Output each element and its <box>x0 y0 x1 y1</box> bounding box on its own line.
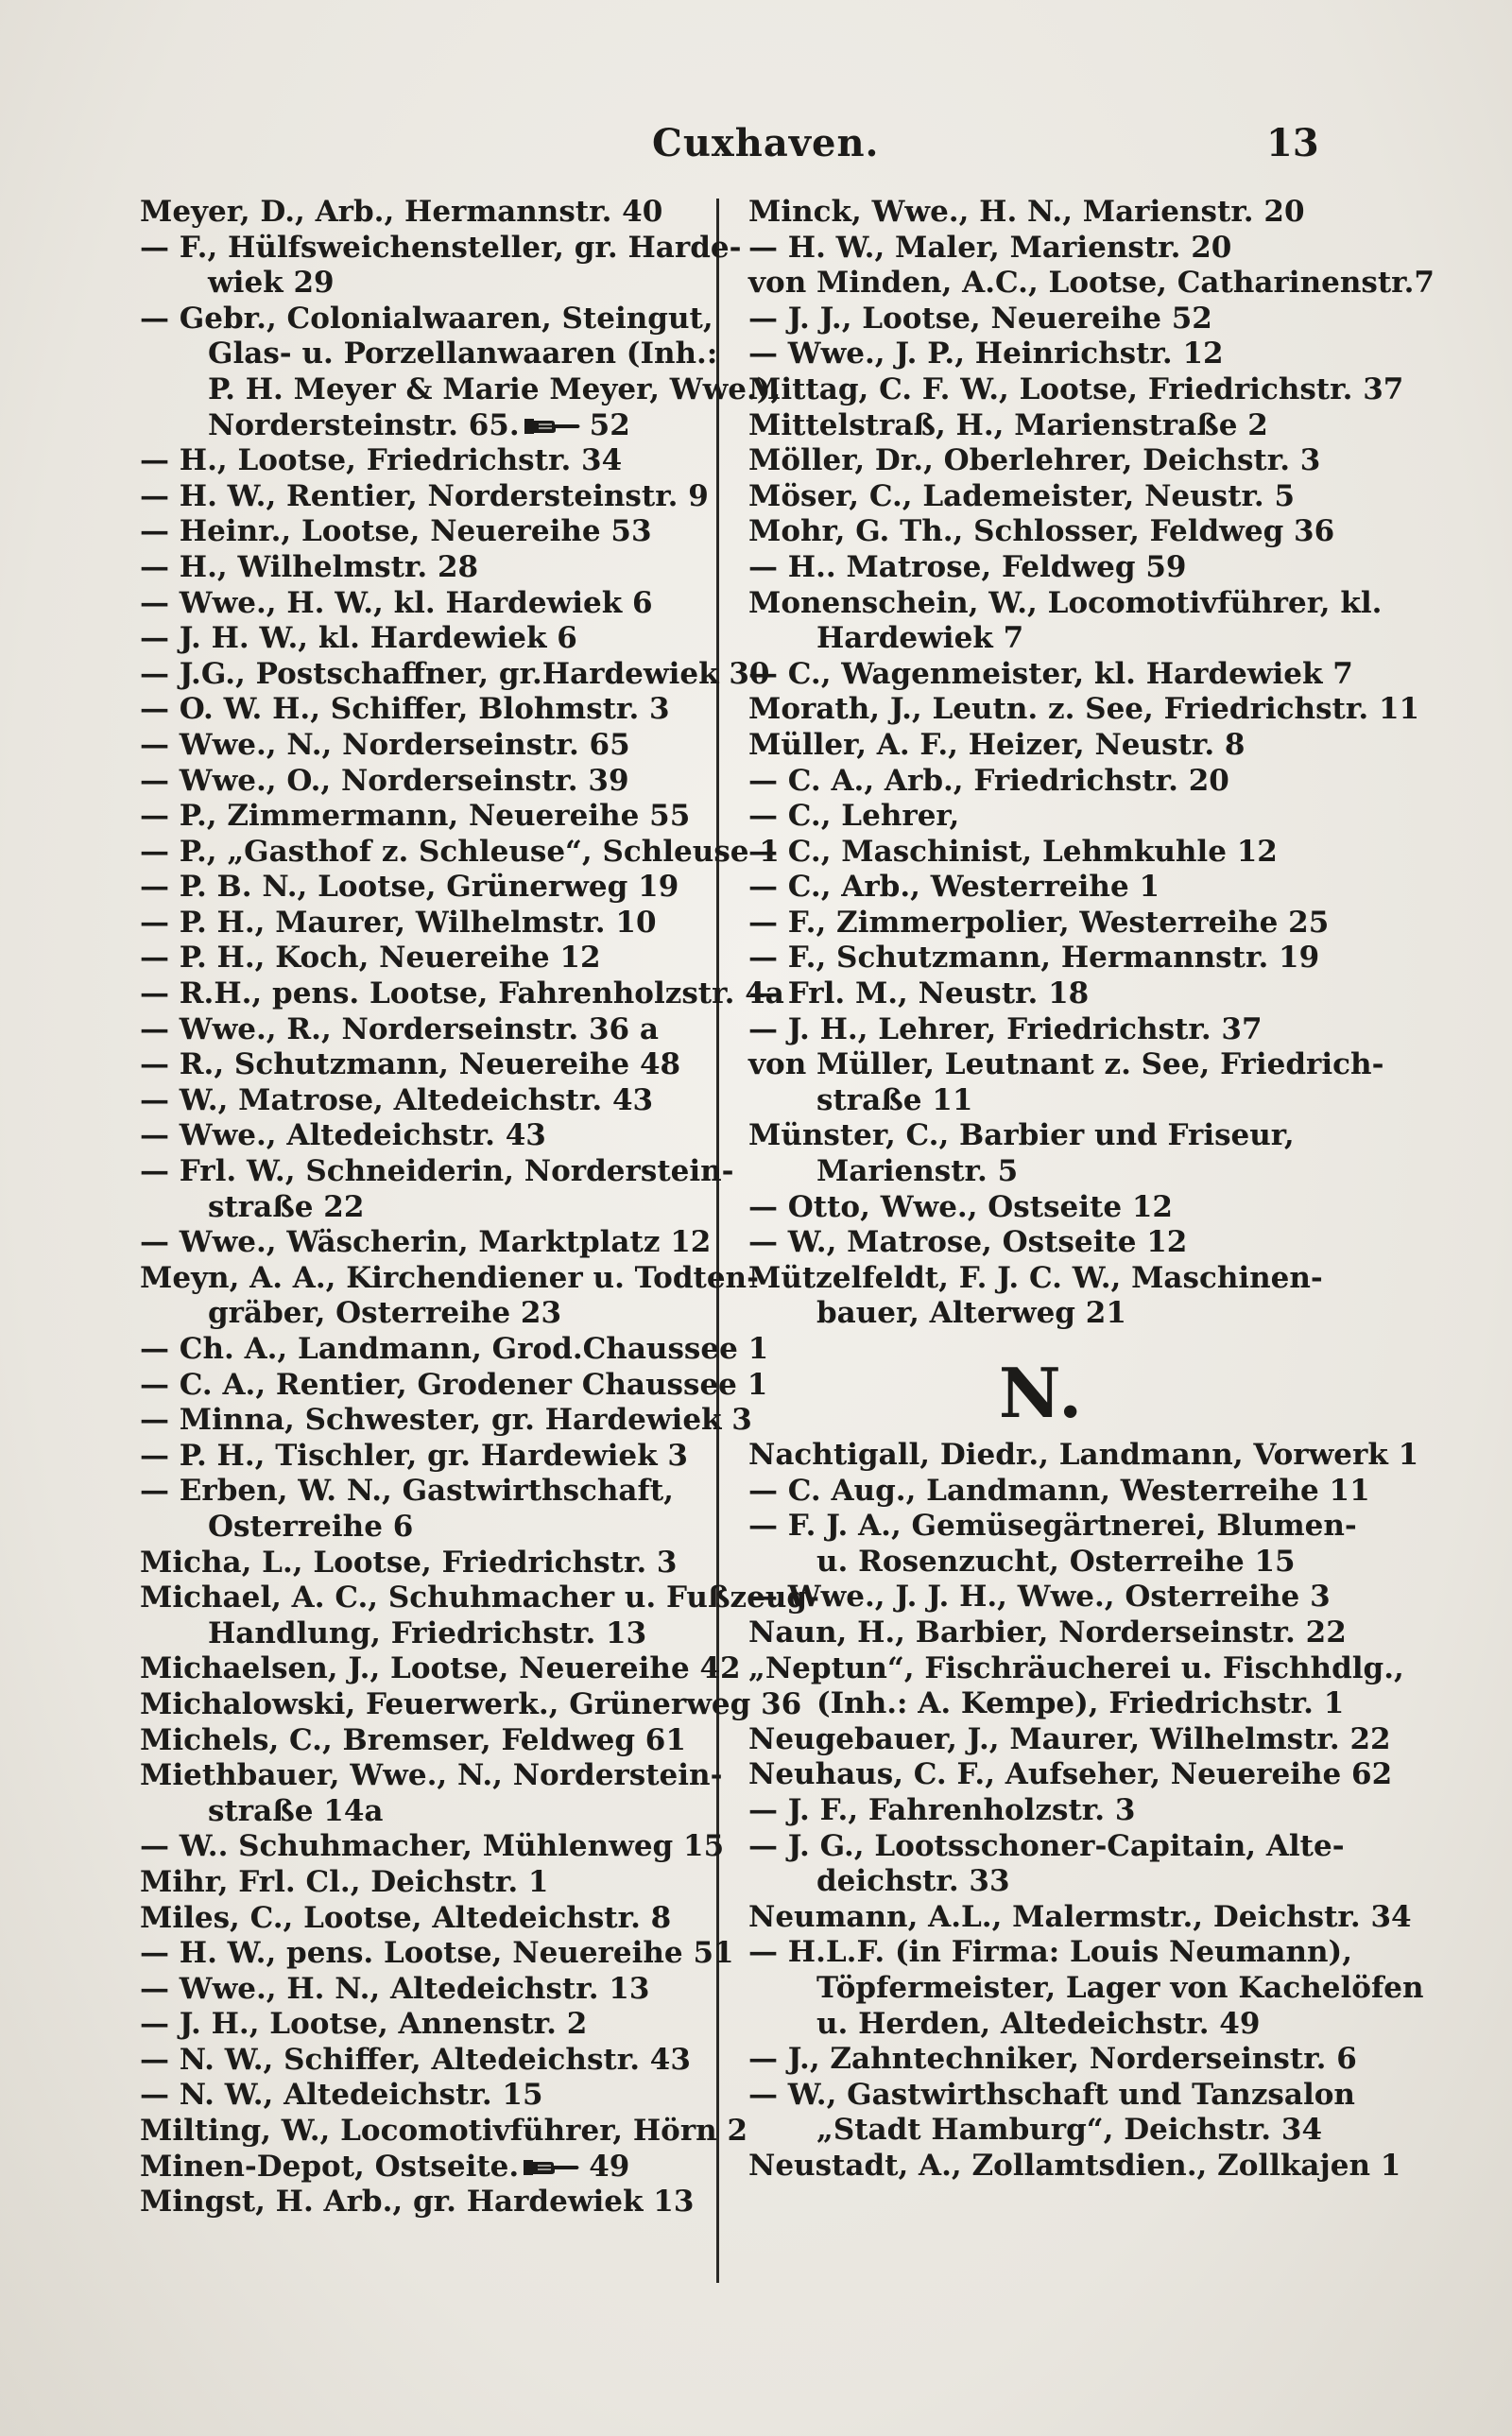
left-directory-entry-line <box>140 1936 734 1972</box>
left-directory-entry-line <box>140 1047 726 1083</box>
right-directory-entry-line <box>748 585 1383 622</box>
entry-text: — J.G., Postschaffner, gr.Hardewiek 30 <box>140 656 770 691</box>
entry-text: Miles, C., Lootse, Altedeichstr. 8 <box>140 1900 672 1935</box>
right-directory-entry-line <box>748 1793 1334 1829</box>
entry-text: Mützelfeldt, F. J. C. W., Maschinen- <box>748 1260 1323 1295</box>
entry-text: — N. W., Altedeichstr. 15 <box>140 2078 543 2113</box>
entry-text: — C., Lehrer, <box>748 799 960 834</box>
left-directory-entry-line <box>140 1794 726 1830</box>
entry-text: deichstr. 33 <box>816 1864 1010 1899</box>
right-directory-entry-line <box>748 1438 1419 1474</box>
entry-text: — P. H., Maurer, Wilhelmstr. 10 <box>140 905 657 940</box>
right-directory-entry-line <box>748 621 1334 657</box>
left-directory-entry-line <box>140 1651 741 1687</box>
entry-text: Handlung, Friedrichstr. 13 <box>208 1615 647 1650</box>
entry-text: von Müller, Leutnant z. See, Friedrich- <box>748 1047 1384 1082</box>
left-directory-entry-line <box>140 764 726 800</box>
entry-text: — F., Schutzmann, Hermannstr. 19 <box>748 941 1320 976</box>
entry-text: — Gebr., Colonialwaaren, Steingut, <box>140 301 713 336</box>
entry-text: — Wwe., J. J. H., Wwe., Osterreihe 3 <box>748 1580 1331 1615</box>
left-directory-entry-line <box>140 1865 726 1901</box>
right-directory-entry-line <box>748 870 1334 906</box>
entry-text: (Inh.: A. Kempe), Friedrichstr. 1 <box>816 1686 1345 1721</box>
right-directory-entry-line <box>748 1580 1334 1615</box>
right-directory-entry-line <box>748 1190 1334 1226</box>
entry-text: straße 22 <box>208 1189 365 1224</box>
right-directory-entry-line <box>748 2113 1334 2149</box>
entry-text: Mittelstraß, H., Marienstraße 2 <box>748 407 1268 442</box>
entry-text: — Otto, Wwe., Ostseite 12 <box>748 1189 1174 1224</box>
right-directory-entry-line <box>748 2007 1334 2043</box>
entry-text: — H. W., pens. Lootse, Neuereihe 51 <box>140 1936 734 1971</box>
left-directory-entry-line <box>140 1260 759 1297</box>
entry-text: straße 14a <box>208 1793 384 1828</box>
entry-text: — J., Zahntechniker, Norderseinstr. 6 <box>748 2042 1357 2077</box>
entry-text: Neumann, A.L., Malermstr., Deichstr. 34 <box>748 1899 1412 1934</box>
left-directory-entry-line <box>140 656 770 693</box>
entry-text: — P. H., Koch, Neuereihe 12 <box>140 941 601 976</box>
entry-text: Mingst, H. Arb., gr. Hardewiek 13 <box>140 2185 695 2220</box>
entry-text: — H. W., Rentier, Nordersteinstr. 9 <box>140 478 709 513</box>
left-directory-entry-line <box>140 2185 726 2220</box>
left-column <box>140 195 819 2220</box>
left-directory-entry-line <box>140 976 784 1012</box>
entry-text: Naun, H., Barbier, Norderseinstr. 22 <box>748 1615 1347 1650</box>
entry-text: — Minna, Schwester, gr. Hardewiek 3 <box>140 1403 752 1438</box>
entry-text: — R.H., pens. Lootse, Fahrenholzstr. 4a <box>140 976 784 1011</box>
right-directory-entry-line <box>748 1225 1334 1261</box>
entry-text: — Wwe., N., Norderseinstr. 65 <box>140 727 630 762</box>
right-directory-entry-line <box>748 195 1334 231</box>
left-directory-entry-line <box>140 302 726 337</box>
entry-text: Michael, A. C., Schuhmacher u. Fußzeug- <box>140 1581 819 1615</box>
entry-text: — Wwe., R., Norderseinstr. 36 a <box>140 1011 659 1046</box>
entry-text: Monenschein, W., Locomotivführer, kl. <box>748 585 1383 620</box>
entry-text: — W.. Schuhmacher, Mühlenweg 15 <box>140 1829 725 1864</box>
right-directory-entry-line <box>748 906 1334 942</box>
entry-telephone-number: 49 <box>589 2149 630 2184</box>
entry-text: Nachtigall, Diedr., Landmann, Vorwerk 1 <box>748 1438 1419 1472</box>
entry-text: P. H. Meyer & Marie Meyer, Wwe.), <box>208 371 782 406</box>
right-column <box>748 195 1435 2184</box>
entry-text: — O. W. H., Schiffer, Blohmstr. 3 <box>140 692 670 727</box>
left-directory-entry-line <box>140 479 726 515</box>
entry-text: — C., Wagenmeister, kl. Hardewiek 7 <box>748 656 1353 691</box>
entry-text: — Ch. A., Landmann, Grod.Chaussee 1 <box>140 1332 769 1366</box>
left-directory-entry-line <box>140 230 742 267</box>
left-directory-entry-line <box>140 1758 726 1794</box>
entry-text: Möser, C., Lademeister, Neustr. 5 <box>748 478 1296 513</box>
entry-text: Neugebauer, J., Maurer, Wilhelmstr. 22 <box>748 1721 1391 1756</box>
right-directory-entry-line <box>748 2077 1355 2114</box>
right-directory-entry-line <box>748 976 1334 1012</box>
right-directory-entry-line <box>748 692 1420 728</box>
left-directory-entry-line <box>140 2114 748 2150</box>
left-directory-entry-line <box>140 941 726 976</box>
entry-text: Osterreihe 6 <box>208 1509 414 1544</box>
left-directory-entry-line <box>140 371 782 408</box>
entry-text: Nordersteinstr. 65. <box>208 407 520 442</box>
entry-text: — Frl. M., Neustr. 18 <box>748 976 1090 1011</box>
page-title: Cuxhaven. <box>652 121 880 165</box>
right-directory-entry-line <box>748 2148 1401 2185</box>
left-directory-entry-line <box>140 1829 726 1865</box>
entry-telephone-number: 52 <box>589 407 630 442</box>
right-directory-entry-line <box>748 1261 1334 1297</box>
entry-text: Michaelsen, J., Lootse, Neuereihe 42 <box>140 1651 741 1686</box>
right-directory-entry-line <box>748 443 1334 479</box>
entry-text: — N. W., Schiffer, Altedeichstr. 43 <box>140 2042 691 2077</box>
pointing-hand-icon <box>524 416 582 437</box>
left-directory-entry-line <box>140 2007 726 2043</box>
left-directory-entry-line <box>140 1154 734 1190</box>
left-directory-entry-line <box>140 621 726 657</box>
entry-text: — Wwe., J. P., Heinrichstr. 12 <box>748 337 1224 371</box>
right-directory-entry-line <box>748 479 1334 515</box>
right-directory-entry-line <box>748 1118 1334 1154</box>
entry-text: wiek 29 <box>208 266 335 301</box>
left-directory-entry-line <box>140 1332 769 1368</box>
entry-text: — Frl. W., Schneiderin, Norderstein- <box>140 1154 734 1189</box>
entry-text: — Wwe., H. N., Altedeichstr. 13 <box>140 1971 650 2006</box>
left-directory-entry-line <box>140 514 726 550</box>
entry-text: — H.. Matrose, Feldweg 59 <box>748 549 1187 584</box>
right-directory-entry-line <box>748 1012 1334 1048</box>
left-directory-entry-line <box>140 1190 726 1226</box>
entry-text: — J. J., Lootse, Neuereihe 52 <box>748 301 1212 336</box>
entry-text: u. Rosenzucht, Osterreihe 15 <box>816 1544 1296 1579</box>
left-directory-entry-line <box>140 1225 726 1261</box>
entry-text: — H., Lootse, Friedrichstr. 34 <box>140 443 623 478</box>
left-directory-entry-line <box>140 728 726 764</box>
pointing-hand-icon <box>523 2157 581 2178</box>
entry-text: — H., Wilhelmstr. 28 <box>140 549 479 584</box>
entry-text: „Neptun“, Fischräucherei u. Fischhdlg., <box>748 1650 1404 1685</box>
right-directory-entry-line <box>748 941 1334 976</box>
right-directory-entry-line <box>748 1650 1404 1687</box>
entry-text: Neuhaus, C. F., Aufseher, Neuereihe 62 <box>748 1757 1393 1792</box>
entry-text: — J. F., Fahrenholzstr. 3 <box>748 1792 1136 1827</box>
left-directory-entry-line <box>140 195 726 231</box>
left-directory-entry-line <box>140 586 726 622</box>
left-directory-entry-line <box>140 906 726 942</box>
left-directory-entry-line <box>140 1723 726 1759</box>
entry-text: Michalowski, Feuerwerk., Grünerweg 36 <box>140 1686 802 1721</box>
right-directory-entry-line <box>748 799 1334 835</box>
left-directory-entry-line <box>140 1403 752 1439</box>
left-directory-entry-line <box>140 1901 726 1937</box>
right-directory-entry-line <box>748 728 1334 764</box>
entry-text: — W., Gastwirthschaft und Tanzsalon <box>748 2077 1355 2112</box>
entry-text: Milting, W., Locomotivführer, Hörn 2 <box>140 2114 748 2149</box>
entry-text: — H. W., Maler, Marienstr. 20 <box>748 230 1232 265</box>
entry-text: Micha, L., Lootse, Friedrichstr. 3 <box>140 1545 678 1580</box>
right-directory-entry-line <box>748 1083 1334 1119</box>
right-directory-entry-line <box>748 1935 1353 1971</box>
left-directory-entry-line <box>140 692 726 728</box>
right-directory-entry-line <box>748 1864 1334 1900</box>
right-directory-entry-line <box>748 764 1334 800</box>
left-directory-entry-line <box>140 1581 819 1616</box>
left-directory-entry-line <box>140 1439 726 1475</box>
left-directory-entry-line <box>140 1296 726 1332</box>
entry-text: Münster, C., Barbier und Friseur, <box>748 1118 1295 1153</box>
left-directory-entry-line <box>140 1546 726 1581</box>
right-directory-entry-line <box>748 835 1334 871</box>
right-directory-entry-line <box>748 1686 1345 1722</box>
entry-text: — Wwe., Wäscherin, Marktplatz 12 <box>140 1225 712 1260</box>
entry-text: Michels, C., Bremser, Feldweg 61 <box>140 1722 686 1757</box>
entry-text: Minen-Depot, Ostseite. <box>140 2149 520 2184</box>
entry-text: — C. A., Rentier, Grodener Chaussee 1 <box>140 1367 768 1402</box>
right-directory-entry-line <box>748 408 1334 444</box>
left-directory-entry-line <box>140 1972 726 2008</box>
entry-text: „Stadt Hamburg“, Deichstr. 34 <box>816 2113 1323 2148</box>
left-directory-entry-line <box>140 1616 726 1652</box>
left-directory-entry-line <box>140 834 780 871</box>
entry-text: Mohr, G. Th., Schlosser, Feldweg 36 <box>748 514 1335 549</box>
left-directory-entry-line <box>140 799 726 835</box>
entry-text: Meyer, D., Arb., Hermannstr. 40 <box>140 195 663 229</box>
right-directory-entry-line <box>748 371 1404 408</box>
entry-text: — F., Zimmerpolier, Westerreihe 25 <box>748 905 1330 940</box>
right-directory-entry-line <box>748 1545 1334 1581</box>
left-directory-entry-line <box>140 2043 726 2079</box>
right-directory-entry-line <box>748 2042 1357 2078</box>
right-directory-entry-line <box>748 1615 1347 1651</box>
right-directory-entry-line <box>748 514 1334 550</box>
left-directory-entry-line <box>140 1510 726 1546</box>
entry-text: — P. H., Tischler, gr. Hardewiek 3 <box>140 1438 688 1473</box>
left-directory-entry-line <box>140 337 726 372</box>
entry-text: — J. H., Lootse, Annenstr. 2 <box>140 2007 588 2042</box>
right-directory-entry-line <box>748 337 1334 372</box>
left-directory-entry-line <box>140 266 726 302</box>
entry-text: Neustadt, A., Zollamtsdien., Zollkajen 1 <box>748 2148 1401 2183</box>
entry-text: bauer, Alterweg 21 <box>816 1296 1126 1331</box>
entry-text: — C. Aug., Landmann, Westerreihe 11 <box>748 1473 1370 1508</box>
entry-text: straße 11 <box>816 1082 973 1117</box>
left-directory-entry-line <box>140 1012 726 1048</box>
right-directory-entry-line <box>748 1757 1393 1793</box>
right-directory-entry-line <box>748 231 1334 267</box>
entry-text: Marienstr. 5 <box>816 1154 1019 1189</box>
entry-text: — W., Matrose, Altedeichstr. 43 <box>140 1082 654 1117</box>
left-directory-entry-line <box>140 1474 726 1510</box>
entry-text: — R., Schutzmann, Neuereihe 48 <box>140 1047 681 1082</box>
right-directory-entry-line <box>748 1899 1412 1936</box>
entry-text: — J. G., Lootsschoner-Capitain, Alte- <box>748 1828 1345 1863</box>
entry-text: — F. J. A., Gemüsegärtnerei, Blumen- <box>748 1509 1357 1544</box>
entry-text: — C., Arb., Westerreihe 1 <box>748 870 1160 905</box>
entry-text: — Wwe., H. W., kl. Hardewiek 6 <box>140 585 653 620</box>
right-directory-entry-line <box>748 1154 1334 1190</box>
right-directory-entry-line <box>748 1509 1357 1545</box>
right-directory-entry-line <box>748 1721 1391 1758</box>
left-directory-entry-line <box>140 2078 726 2114</box>
left-directory-entry-line <box>140 1118 726 1154</box>
entry-text: Möller, Dr., Oberlehrer, Deichstr. 3 <box>748 443 1321 478</box>
entry-text: — C. A., Arb., Friedrichstr. 20 <box>748 763 1229 798</box>
entry-text: gräber, Osterreihe 23 <box>208 1296 562 1331</box>
right-directory-entry-line <box>748 1473 1370 1510</box>
entry-text: — Erben, W. N., Gastwirthschaft, <box>140 1474 674 1509</box>
right-directory-entry-line <box>748 550 1334 586</box>
entry-text: Minck, Wwe., H. N., Marienstr. 20 <box>748 195 1305 229</box>
entry-text: Töpfermeister, Lager von Kachelöfen <box>816 1970 1424 2005</box>
left-directory-entry-line <box>140 1686 802 1723</box>
left-directory-entry-line <box>140 870 726 906</box>
right-directory-entry-line <box>748 1296 1334 1332</box>
entry-text: Mihr, Frl. Cl., Deichstr. 1 <box>140 1864 549 1899</box>
right-directory-entry-line <box>748 1047 1384 1083</box>
entry-text: — Heinr., Lootse, Neuereihe 53 <box>140 514 652 549</box>
entry-text: u. Herden, Altedeichstr. 49 <box>816 2006 1261 2041</box>
left-directory-entry-line <box>140 408 726 444</box>
entry-text: — J. H., Lehrer, Friedrichstr. 37 <box>748 1011 1263 1046</box>
right-directory-entry-line <box>748 1828 1345 1865</box>
entry-text: Morath, J., Leutn. z. See, Friedrichstr. 11 <box>748 692 1420 727</box>
page-header <box>0 121 1512 178</box>
entry-text: — P. B. N., Lootse, Grünerweg 19 <box>140 870 679 905</box>
entry-text: Müller, A. F., Heizer, Neustr. 8 <box>748 727 1246 762</box>
left-directory-entry-line <box>140 1083 726 1119</box>
entry-text: — P., Zimmermann, Neuereihe 55 <box>140 799 691 834</box>
entry-text: Hardewiek 7 <box>816 621 1024 656</box>
entry-text: — C., Maschinist, Lehmkuhle 12 <box>748 834 1278 869</box>
entry-text: Meyn, A. A., Kirchendiener u. Todten- <box>140 1260 759 1295</box>
left-directory-entry-line <box>140 550 726 586</box>
left-directory-entry-line <box>140 1367 768 1404</box>
entry-text: — Wwe., O., Norderseinstr. 39 <box>140 763 629 798</box>
entry-text: Mittag, C. F. W., Lootse, Friedrichstr. 37 <box>748 371 1404 406</box>
entry-text: — W., Matrose, Ostseite 12 <box>748 1225 1188 1260</box>
entry-text: — Wwe., Altedeichstr. 43 <box>140 1118 546 1153</box>
entry-text: — F., Hülfsweichensteller, gr. Harde- <box>140 230 742 265</box>
entry-text: von Minden, A.C., Lootse, Catharinenstr.7 <box>748 266 1435 301</box>
entry-text: Glas- u. Porzellanwaaren (Inh.: <box>208 337 718 371</box>
entry-text: — P., „Gasthof z. Schleuse“, Schleuse 1 <box>140 834 780 869</box>
left-directory-entry-line <box>140 2150 726 2185</box>
entry-text: — H.L.F. (in Firma: Louis Neumann), <box>748 1935 1353 1970</box>
left-directory-entry-line <box>140 443 726 479</box>
right-directory-entry-line <box>748 266 1435 302</box>
entry-text: Miethbauer, Wwe., N., Norderstein- <box>140 1758 723 1793</box>
right-directory-entry-line <box>748 1970 1424 2007</box>
page-number: 13 <box>1266 121 1319 165</box>
right-directory-entry-line <box>748 302 1334 337</box>
section-letter-heading: N. <box>998 1353 1085 1433</box>
right-directory-entry-line <box>748 656 1353 693</box>
entry-text: — J. H. W., kl. Hardewiek 6 <box>140 621 577 656</box>
